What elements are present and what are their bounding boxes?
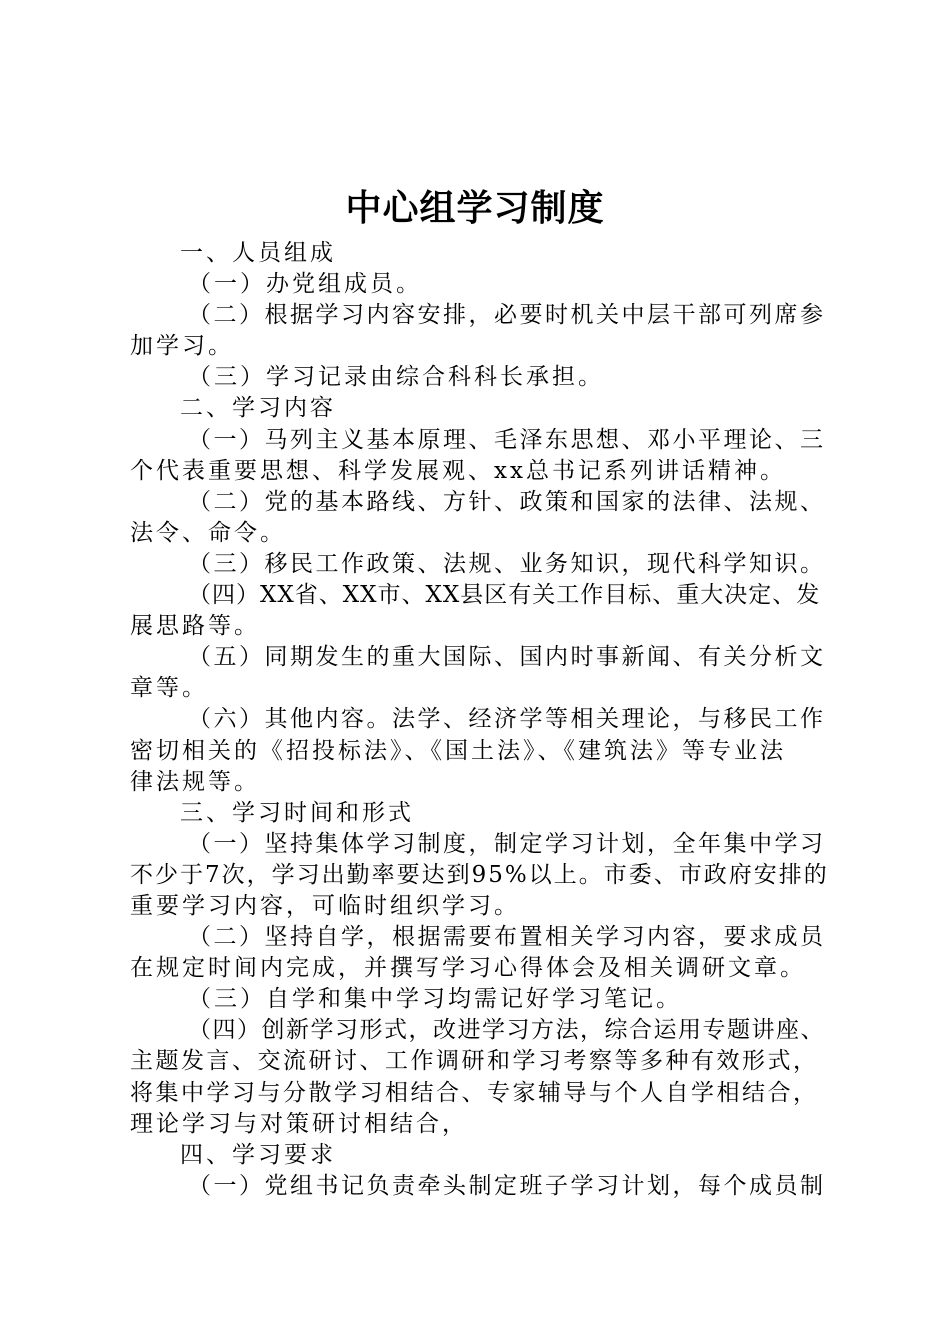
paragraph-line: （三）学习记录由综合科科长承担。 xyxy=(188,364,604,391)
paragraph-line: 展思路等。 xyxy=(130,613,260,640)
paragraph-line: 不少于7次，学习出勤率要达到95%以上。市委、市政府安排的 xyxy=(130,861,829,888)
paragraph-line: （二）党的基本路线、方针、政策和国家的法律、法规、 xyxy=(188,488,826,515)
paragraph-line: （六）其他内容。法学、经济学等相关理论，与移民工作 xyxy=(188,706,826,733)
paragraph-line: 章等。 xyxy=(130,675,208,702)
document-body xyxy=(130,238,830,1202)
section-heading: 二、学习内容 xyxy=(180,395,336,422)
paragraph-line: 在规定时间内完成，并撰写学习心得体会及相关调研文章。 xyxy=(130,955,806,982)
paragraph-line: 律法规等。 xyxy=(130,768,260,795)
paragraph-line: （一）党组书记负责牵头制定班子学习计划，每个成员制 xyxy=(188,1172,826,1199)
paragraph-line: （一）马列主义基本原理、毛泽东思想、邓小平理论、三 xyxy=(188,426,826,453)
paragraph-line: 重要学习内容，可临时组织学习。 xyxy=(130,892,520,919)
section-heading: 一、人员组成 xyxy=(180,240,336,266)
paragraph-line: （三）自学和集中学习均需记好学习笔记。 xyxy=(188,986,682,1013)
paragraph-line: 加学习。 xyxy=(130,333,234,360)
paragraph-line: 理论学习与对策研讨相结合， xyxy=(130,1110,468,1137)
paragraph-line: （四）XX省、XX市、XX县区有关工作目标、重大决定、发 xyxy=(188,582,821,609)
paragraph-line: （三）移民工作政策、法规、业务知识，现代科学知识。 xyxy=(188,550,826,577)
paragraph-line: 法令、命令。 xyxy=(130,519,286,546)
paragraph-line: （一）坚持集体学习制度，制定学习计划，全年集中学习 xyxy=(188,830,826,857)
paragraph-line: （四）创新学习形式，改进学习方法，综合运用专题讲座、 xyxy=(188,1017,825,1044)
section-heading: 三、学习时间和形式 xyxy=(180,799,414,826)
paragraph-line: （一）办党组成员。 xyxy=(188,271,422,298)
paragraph-line: 个代表重要思想、科学发展观、xx总书记系列讲话精神。 xyxy=(130,457,786,484)
document-title: 中心组学习制度 xyxy=(345,187,605,229)
paragraph-line: （五）同期发生的重大国际、国内时事新闻、有关分析文 xyxy=(188,644,826,671)
paragraph-line: 主题发言、交流研讨、工作调研和学习考察等多种有效形式， xyxy=(130,1048,819,1075)
paragraph-line: 将集中学习与分散学习相结合、专家辅导与个人自学相结合， xyxy=(130,1079,819,1106)
paragraph-line: 密切相关的《招投标法》、《国土法》、《建筑法》等专业法 xyxy=(130,737,786,764)
section-heading: 四、学习要求 xyxy=(180,1141,336,1168)
paragraph-line: （二）根据学习内容安排，必要时机关中层干部可列席参 xyxy=(188,302,826,329)
paragraph-line: （二）坚持自学，根据需要布置相关学习内容，要求成员 xyxy=(188,924,826,951)
